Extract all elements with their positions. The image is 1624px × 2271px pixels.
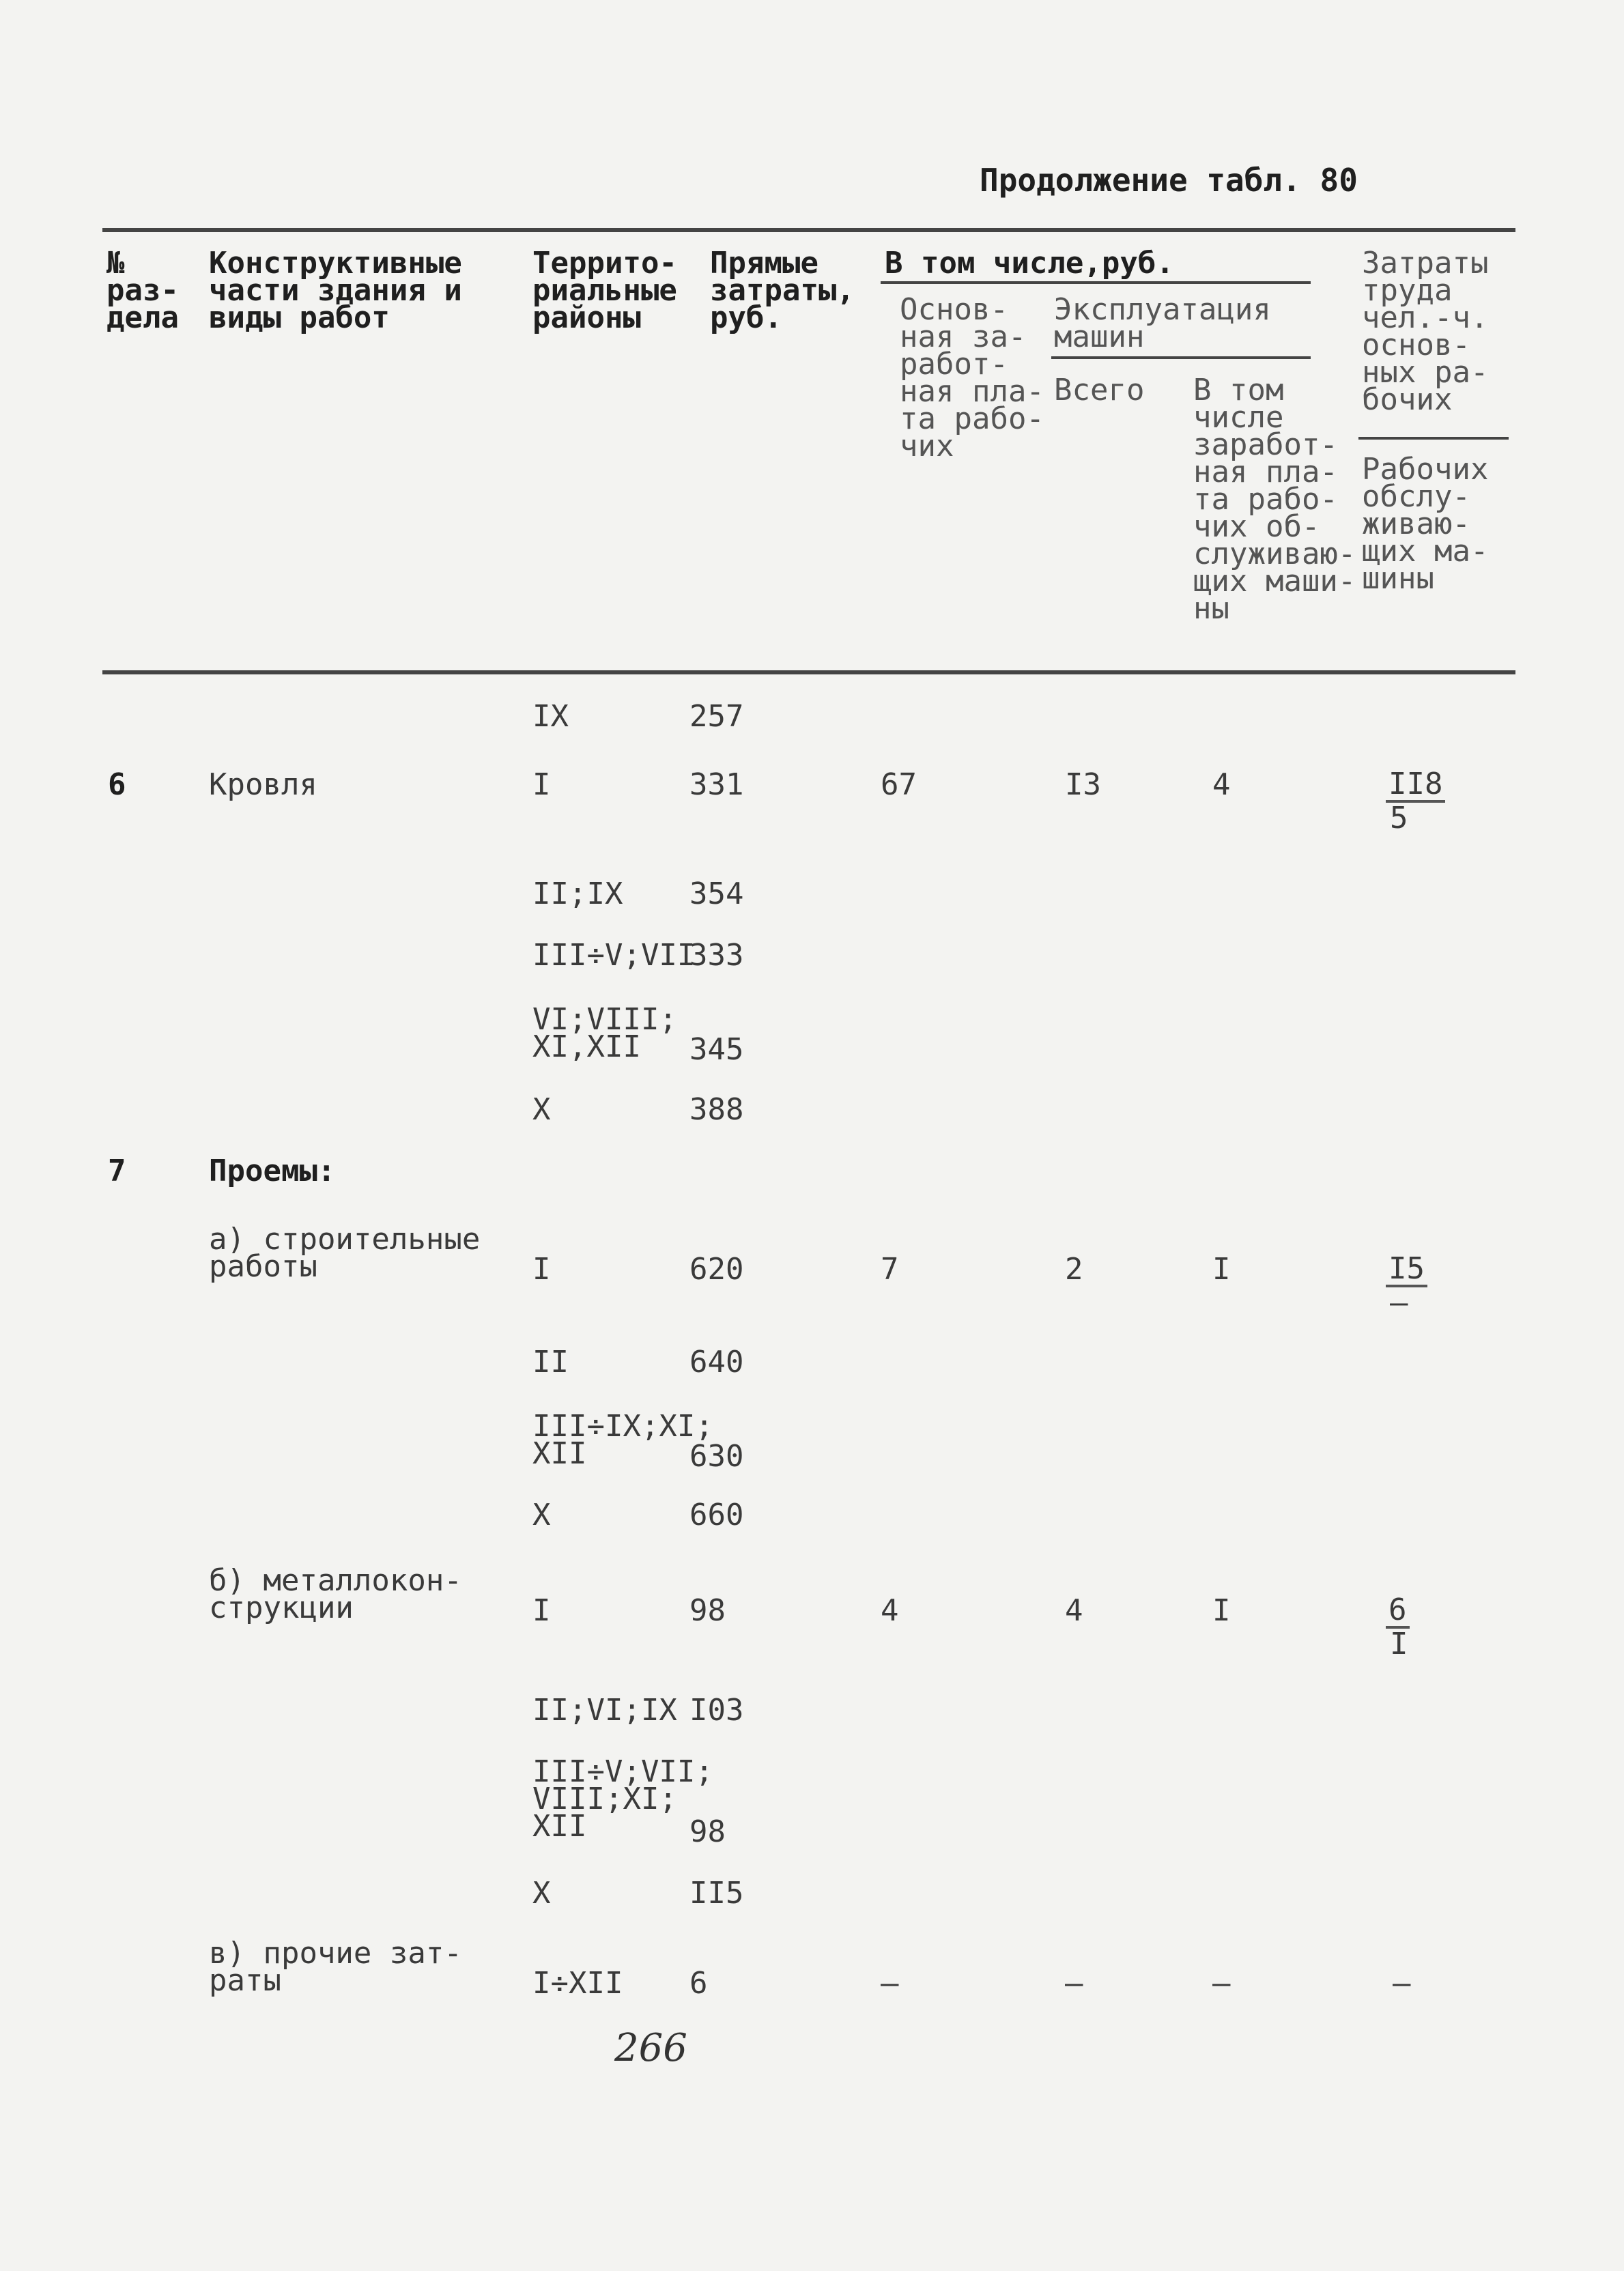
incl-r15: – [1212,1966,1231,2001]
name-openings: Проемы: [209,1154,336,1188]
region-r13: III÷V;VII; VIII;XI; XII [532,1754,713,1844]
header-direct-costs: Прямые затраты, руб. [710,246,855,335]
total-r7: 2 [1065,1252,1083,1287]
cost-r5: 388 [689,1092,744,1127]
header-group-including: В том числе,руб. [885,246,1174,281]
page-number: 266 [614,2026,687,2070]
cost-r7: 620 [689,1252,744,1287]
labor-r1-main: II8 [1386,769,1445,803]
labor-r1 [1386,769,1445,834]
total-r11: 4 [1065,1593,1083,1628]
region-r0: IX [532,699,569,734]
cost-r1: 331 [689,767,744,802]
header-labor-main: Затраты труда чел.-ч. основ- ных ра- бочих [1362,246,1489,417]
region-r4: VI;VIII; XI,XII [532,1002,677,1064]
header-total: Всего [1054,373,1145,408]
region-r1: I [532,767,551,802]
wage-r15: – [881,1966,899,2001]
header-construction-parts: Конструктивные части здания и виды работ [209,246,462,335]
region-r15: I÷XII [532,1966,623,2001]
region-r14: X [532,1876,551,1911]
wage-r7: 7 [881,1252,899,1287]
cost-r11: 98 [689,1593,726,1628]
labor-r11-main: 6 [1386,1595,1410,1629]
region-r5: X [532,1092,551,1127]
cost-r12: I03 [689,1693,744,1728]
cost-r0: 257 [689,699,744,734]
total-r1: I3 [1065,767,1101,802]
cost-r9: 630 [689,1439,744,1474]
region-r11: I [532,1593,551,1628]
labor-r7 [1386,1253,1427,1319]
region-r10: X [532,1498,551,1532]
name-construction-works: а) строительные работы [209,1222,481,1284]
cost-r4: 345 [689,1032,744,1067]
region-r8: II [532,1345,569,1380]
cost-r2: 354 [689,876,744,911]
region-r7: I [532,1252,551,1287]
section-number-7: 7 [108,1154,126,1188]
top-rule [102,228,1515,232]
machine-underline [1051,356,1311,359]
cost-r14: II5 [689,1876,744,1911]
labor-r1-machine: 5 [1390,801,1408,835]
region-r9: III÷IX;XI; XII [532,1409,713,1471]
incl-r1: 4 [1212,767,1231,802]
labor-r11-machine: I [1390,1627,1408,1661]
wage-r11: 4 [881,1593,899,1628]
cost-r10: 660 [689,1498,744,1532]
wage-r1: 67 [881,767,917,802]
labor-r7-main: I5 [1386,1253,1427,1287]
table-caption: Продолжение табл. 80 [980,162,1358,199]
incl-r7: I [1212,1252,1231,1287]
region-r3: III÷V;VII [532,938,696,973]
name-roof: Кровля [209,767,317,802]
cost-r15: 6 [689,1966,708,2001]
incl-r11: I [1212,1593,1231,1628]
region-r12: II;VI;IX [532,1693,677,1728]
labor-r15: – [1393,1966,1411,2001]
name-metal-structures: б) металлокон- струкции [209,1563,462,1625]
section-number-6: 6 [108,767,126,802]
cost-r8: 640 [689,1345,744,1380]
header-machine-operation: Эксплуатация машин [1054,292,1271,354]
header-territorial-regions: Террито- риальные районы [532,246,677,335]
header-section-number: № раз- дела [106,246,179,335]
cost-r13: 98 [689,1814,726,1849]
header-base-wage: Основ- ная за- работ- ная пла- та рабо- чих [900,292,1044,463]
cost-r3: 333 [689,938,744,973]
header-bottom-rule [102,670,1515,674]
labor-underline [1358,437,1509,440]
group-underline [881,281,1311,284]
total-r15: – [1065,1966,1083,2001]
labor-r7-machine: – [1390,1285,1408,1320]
region-r2: II;IX [532,876,623,911]
name-other-costs: в) прочие зат- раты [209,1936,462,1998]
header-including-wage: В том числе заработ- ная пла- та рабо- чих об- служиваю- щих маши- ны [1193,373,1356,626]
header-labor-machine: Рабочих обслу- живаю- щих ма- шины [1362,452,1489,596]
labor-r11 [1386,1592,1410,1661]
